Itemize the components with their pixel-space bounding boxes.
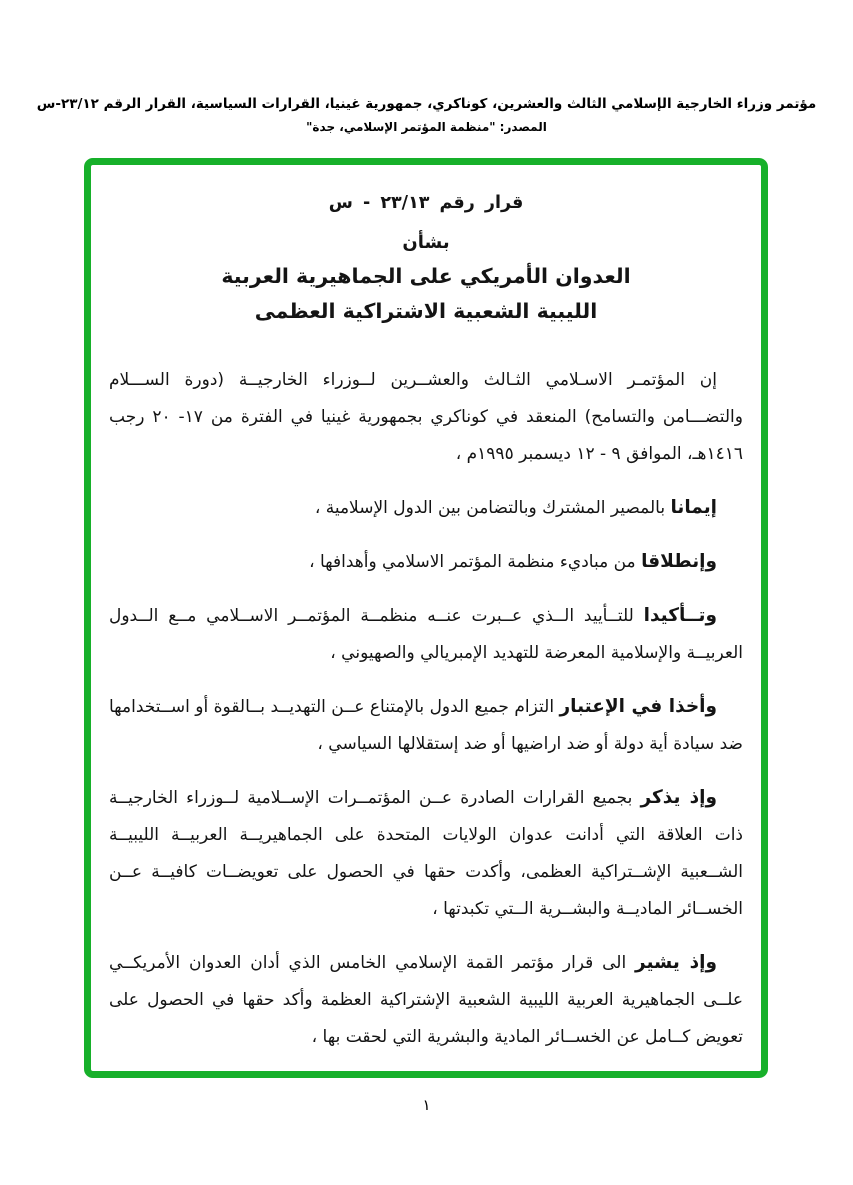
paragraph-affirmation xyxy=(109,597,743,672)
document-frame xyxy=(84,158,768,1078)
paragraph-text: للتــأييد الــذي عــبرت عنــه منظمــة المؤتمــر الاســلامي مــع الــدول العربيــة والإسلامية المعرضة للتهديد الإمبريالي والصهيوني ، xyxy=(109,606,743,663)
paragraph-text: الى قرار مؤتمر القمة الإسلامي الخامس الذي أدان العدوان الأمريكــي علــى الجماهيرية العربية الليبية الشعبية الإشتراكية العظمة وأكد حقها في الحصول على تعويض كــامل عن الخســائر المادية والبشرية التي لحقت بها ، xyxy=(109,953,743,1047)
paragraph-referring xyxy=(109,944,743,1056)
doc-title-line-1: العدوان الأمريكي على الجماهيرية العربية xyxy=(221,264,631,288)
paragraph-consideration xyxy=(109,688,743,763)
paragraph-principles xyxy=(109,543,743,581)
paragraph-text: بالمصير المشترك وبالتضامن بين الدول الإسلامية ، xyxy=(314,498,671,518)
paragraph-lead: إيمانا xyxy=(670,497,717,518)
resolution-number: قرار رقم ٢٣/١٣ - س xyxy=(328,193,524,213)
paragraph-preamble xyxy=(109,361,743,473)
paragraph-lead: وإنطلاقا xyxy=(641,551,717,572)
document-body xyxy=(109,361,743,1056)
paragraph-text: إن المؤتمـر الاسـلامي الثـالث والعشــرين لــوزراء الخارجيــة (دورة الســـلام والتضـــامن والتسامح) المنعقد في كوناكري بجمهورية غينيا في الفترة من ١٧- ٢٠ رجب ١٤١٦هـ، الموافق ٩ - ١٢ ديسمبر ١٩٩٥م ، xyxy=(109,370,743,464)
paragraph-lead: وأخذا في الإعتبار xyxy=(559,696,717,717)
paragraph-text: من مباديء منظمة المؤتمر الاسلامي وأهدافها ، xyxy=(309,552,642,572)
paragraph-faith xyxy=(109,489,743,527)
paragraph-lead: وإذ يشير xyxy=(634,952,717,973)
page-header xyxy=(0,96,853,134)
page-number: ١ xyxy=(422,1096,431,1114)
header-conference-line: مؤتمر وزراء الخارجية الإسلامي الثالث والعشرين، كوناكري، جمهورية غينيا، القرارات السياسية، القرار الرقم ٢٣/١٢-س xyxy=(36,96,817,112)
paragraph-text: بجميع القرارات الصادرة عــن المؤتمــرات الإســلامية لــوزراء الخارجيــة ذات العلاقة التي أدانت عدوان الولايات المتحدة على الجماهيريــة العربيــة الليبيــة الشــعبية الإشــتراكية العظمى، وأكدت حقها في الحصول على تعويضــات كافيــة عــن الخســائر الماديــة والبشــرية الــتي تكبدتها ، xyxy=(109,788,743,919)
doc-title-line-2: الليبية الشعبية الاشتراكية العظمى xyxy=(254,299,598,323)
paragraph-recalling xyxy=(109,779,743,928)
paragraph-text: التزام جميع الدول بالإمتناع عــن التهديــد بــالقوة أو اســتخدامها ضد سيادة أية دولة أو ضد اراضيها أو ضد إستقلالها السياسي ، xyxy=(109,697,743,754)
subject-label: بشأن xyxy=(402,232,450,253)
paragraph-lead: وتــأكيدا xyxy=(643,605,717,626)
header-source-line: المصدر: "منظمة المؤتمر الإسلامي، جدة" xyxy=(306,120,547,134)
paragraph-lead: وإذ يذكر xyxy=(640,787,717,808)
